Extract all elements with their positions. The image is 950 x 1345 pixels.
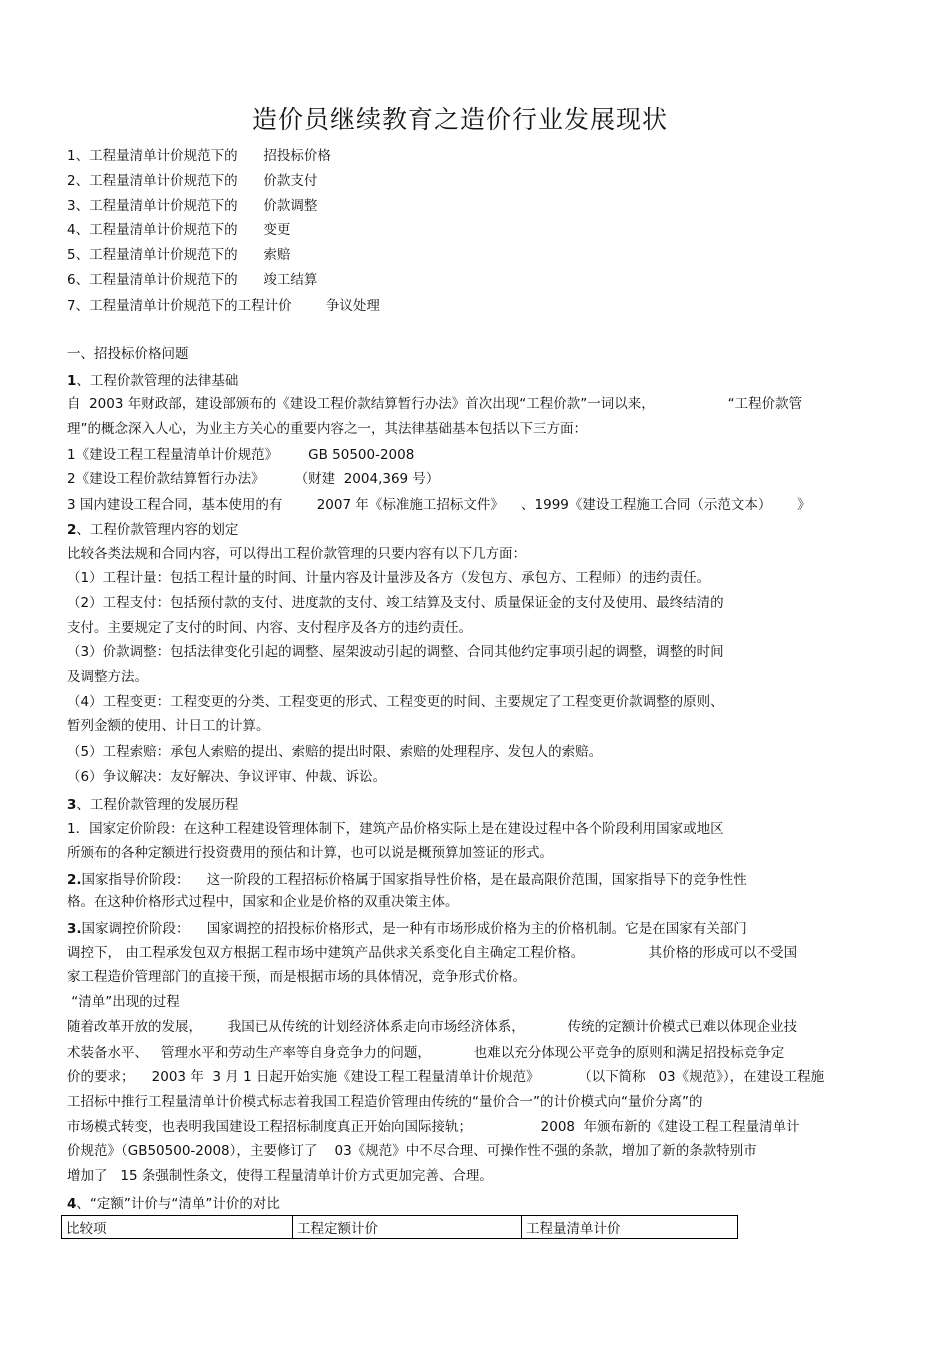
toc-item-2: 2、工程量清单计价规范下的 价款支付 — [67, 173, 318, 189]
paragraph-line: 增加了 15 条强制性条文，使得工程量清单计价方式更加完善、合理。 — [67, 1168, 493, 1184]
paragraph-line: 1．国家定价阶段：在这种工程建设管理体制下，建筑产品价格实际上是在建设过程中各个阶段利用国家或地区 — [67, 821, 724, 837]
paragraph-line: 支付。主要规定了支付的时间、内容、支付程序及各方的违约责任。 — [67, 620, 472, 636]
paragraph-line: 格。在这种价格形式过程中，国家和企业是价格的双重决策主体。 — [67, 894, 459, 910]
paragraph-line: 术装备水平、 管理水平和劳动生产率等自身竞争力的问题， 也难以充分体现公平竞争的原则和满足招投标竞争定 — [67, 1045, 785, 1061]
table-header-cell: 工程定额计价 — [293, 1216, 522, 1239]
table-header-cell: 工程量清单计价 — [522, 1216, 738, 1239]
paragraph-line: 比较各类法规和合同内容，可以得出工程价款管理的只要内容有以下几方面： — [67, 546, 526, 562]
list-item: （4）工程变更：工程变更的分类、工程变更的形式、工程变更的时间、主要规定了工程变更价款调整的原则、 — [67, 694, 724, 710]
page-title: 造价员继续教育之造价行业发展现状 — [251, 105, 668, 134]
list-item: （5）工程索赔：承包人索赔的提出、索赔的提出时限、索赔的处理程序、发包人的索赔。 — [67, 744, 603, 760]
list-item: （1）工程计量：包括工程计量的时间、计量内容及计量涉及各方（发包方、承包方、工程师）的违约责任。 — [67, 570, 711, 586]
paragraph-line: 市场模式转变，也表明我国建设工程招标制度真正开始向国际接轨； 2008 年颁布新的《建设工程工程量清单计 — [67, 1119, 800, 1135]
toc-item-7: 7、工程量清单计价规范下的工程计价 争议处理 — [67, 298, 380, 314]
comparison-table — [61, 1215, 738, 1239]
subheading-1: 1、工程价款管理的法律基础 — [67, 373, 239, 389]
paragraph-line: 价的要求； 2003 年 3 月 1 日起开始实施《建设工程工程量清单计价规范》 （以下简称 03《规范》），在建设工程施 — [67, 1069, 825, 1085]
list-item: （6）争议解决：友好解决、争议评审、仲裁、诉讼。 — [67, 769, 387, 785]
list-item: 3 国内建设工程合同，基本使用的有 2007 年《标准施工招标文件》 、1999《建设工程施工合同（示范文本） 》 — [67, 497, 811, 513]
list-item: 1《建设工程工程量清单计价规范》 GB 50500-2008 — [67, 447, 415, 463]
paragraph-line: 所颁布的各种定额进行投资费用的预估和计算，也可以说是概预算加签证的形式。 — [67, 845, 553, 861]
paragraph-line: 工招标中推行工程量清单计价模式标志着我国工程造价管理由传统的“量价合一”的计价模式向“量价分离”的 — [67, 1094, 703, 1110]
paragraph-line: 自 2003 年财政部，建设部颁布的《建设工程价款结算暂行办法》首次出现“工程价款”一词以来， “工程价款管 — [67, 396, 803, 412]
paragraph-line: 价规范》（GB50500-2008），主要修订了 03《规范》中不尽合理、可操作性不强的条款，增加了新的条款特别市 — [67, 1143, 757, 1159]
paragraph-line: 理”的概念深入人心，为业主方关心的重要内容之一，其法律基础基本包括以下三方面： — [67, 421, 587, 437]
toc-item-5: 5、工程量清单计价规范下的 索赔 — [67, 247, 291, 263]
toc-item-6: 6、工程量清单计价规范下的 竣工结算 — [67, 272, 318, 288]
table-header-cell: 比较项 — [62, 1216, 293, 1239]
paragraph-line: 3.国家调控价阶段： 国家调控的招投标价格形式，是一种有市场形成价格为主的价格机制。它是在国家有关部门 — [67, 921, 747, 937]
list-item: 2《建设工程价款结算暂行办法》 （财建 2004,369 号） — [67, 471, 440, 487]
paragraph-line: 2.国家指导价阶段： 这一阶段的工程招标价格属于国家指导性价格，是在最高限价范围，国家指导下的竞争性性 — [67, 872, 747, 888]
paragraph-line: 随着改革开放的发展， 我国已从传统的计划经济体系走向市场经济体系， 传统的定额计价模式已难以体现企业技 — [67, 1019, 798, 1035]
paragraph-heading: “清单”出现的过程 — [67, 994, 180, 1010]
list-item: （2）工程支付：包括预付款的支付、进度款的支付、竣工结算及支付、质量保证金的支付及使用、最终结清的 — [67, 595, 724, 611]
subheading-4: 4、“定额”计价与“清单”计价的对比 — [67, 1196, 280, 1212]
list-item: （3）价款调整：包括法律变化引起的调整、屋架波动引起的调整、合同其他约定事项引起的调整，调整的时间 — [67, 644, 724, 660]
toc-item-1: 1、工程量清单计价规范下的 招投标价格 — [67, 148, 331, 164]
toc-item-3: 3、工程量清单计价规范下的 价款调整 — [67, 198, 318, 214]
table-header-row — [62, 1216, 738, 1239]
subheading-2: 2、工程价款管理内容的划定 — [67, 522, 239, 538]
paragraph-line: 及调整方法。 — [67, 669, 148, 685]
paragraph-line: 调控下， 由工程承发包双方根据工程市场中建筑产品供求关系变化自主确定工程价格。 其价格的形成可以不受国 — [67, 945, 798, 961]
paragraph-line: 家工程造价管理部门的直接干预，而是根据市场的具体情况，竞争形式价格。 — [67, 969, 526, 985]
subheading-3: 3、工程价款管理的发展历程 — [67, 797, 239, 813]
paragraph-line: 暂列金额的使用、计日工的计算。 — [67, 718, 270, 734]
section-heading: 一、招投标价格问题 — [67, 346, 189, 362]
toc-item-4: 4、工程量清单计价规范下的 变更 — [67, 222, 291, 238]
